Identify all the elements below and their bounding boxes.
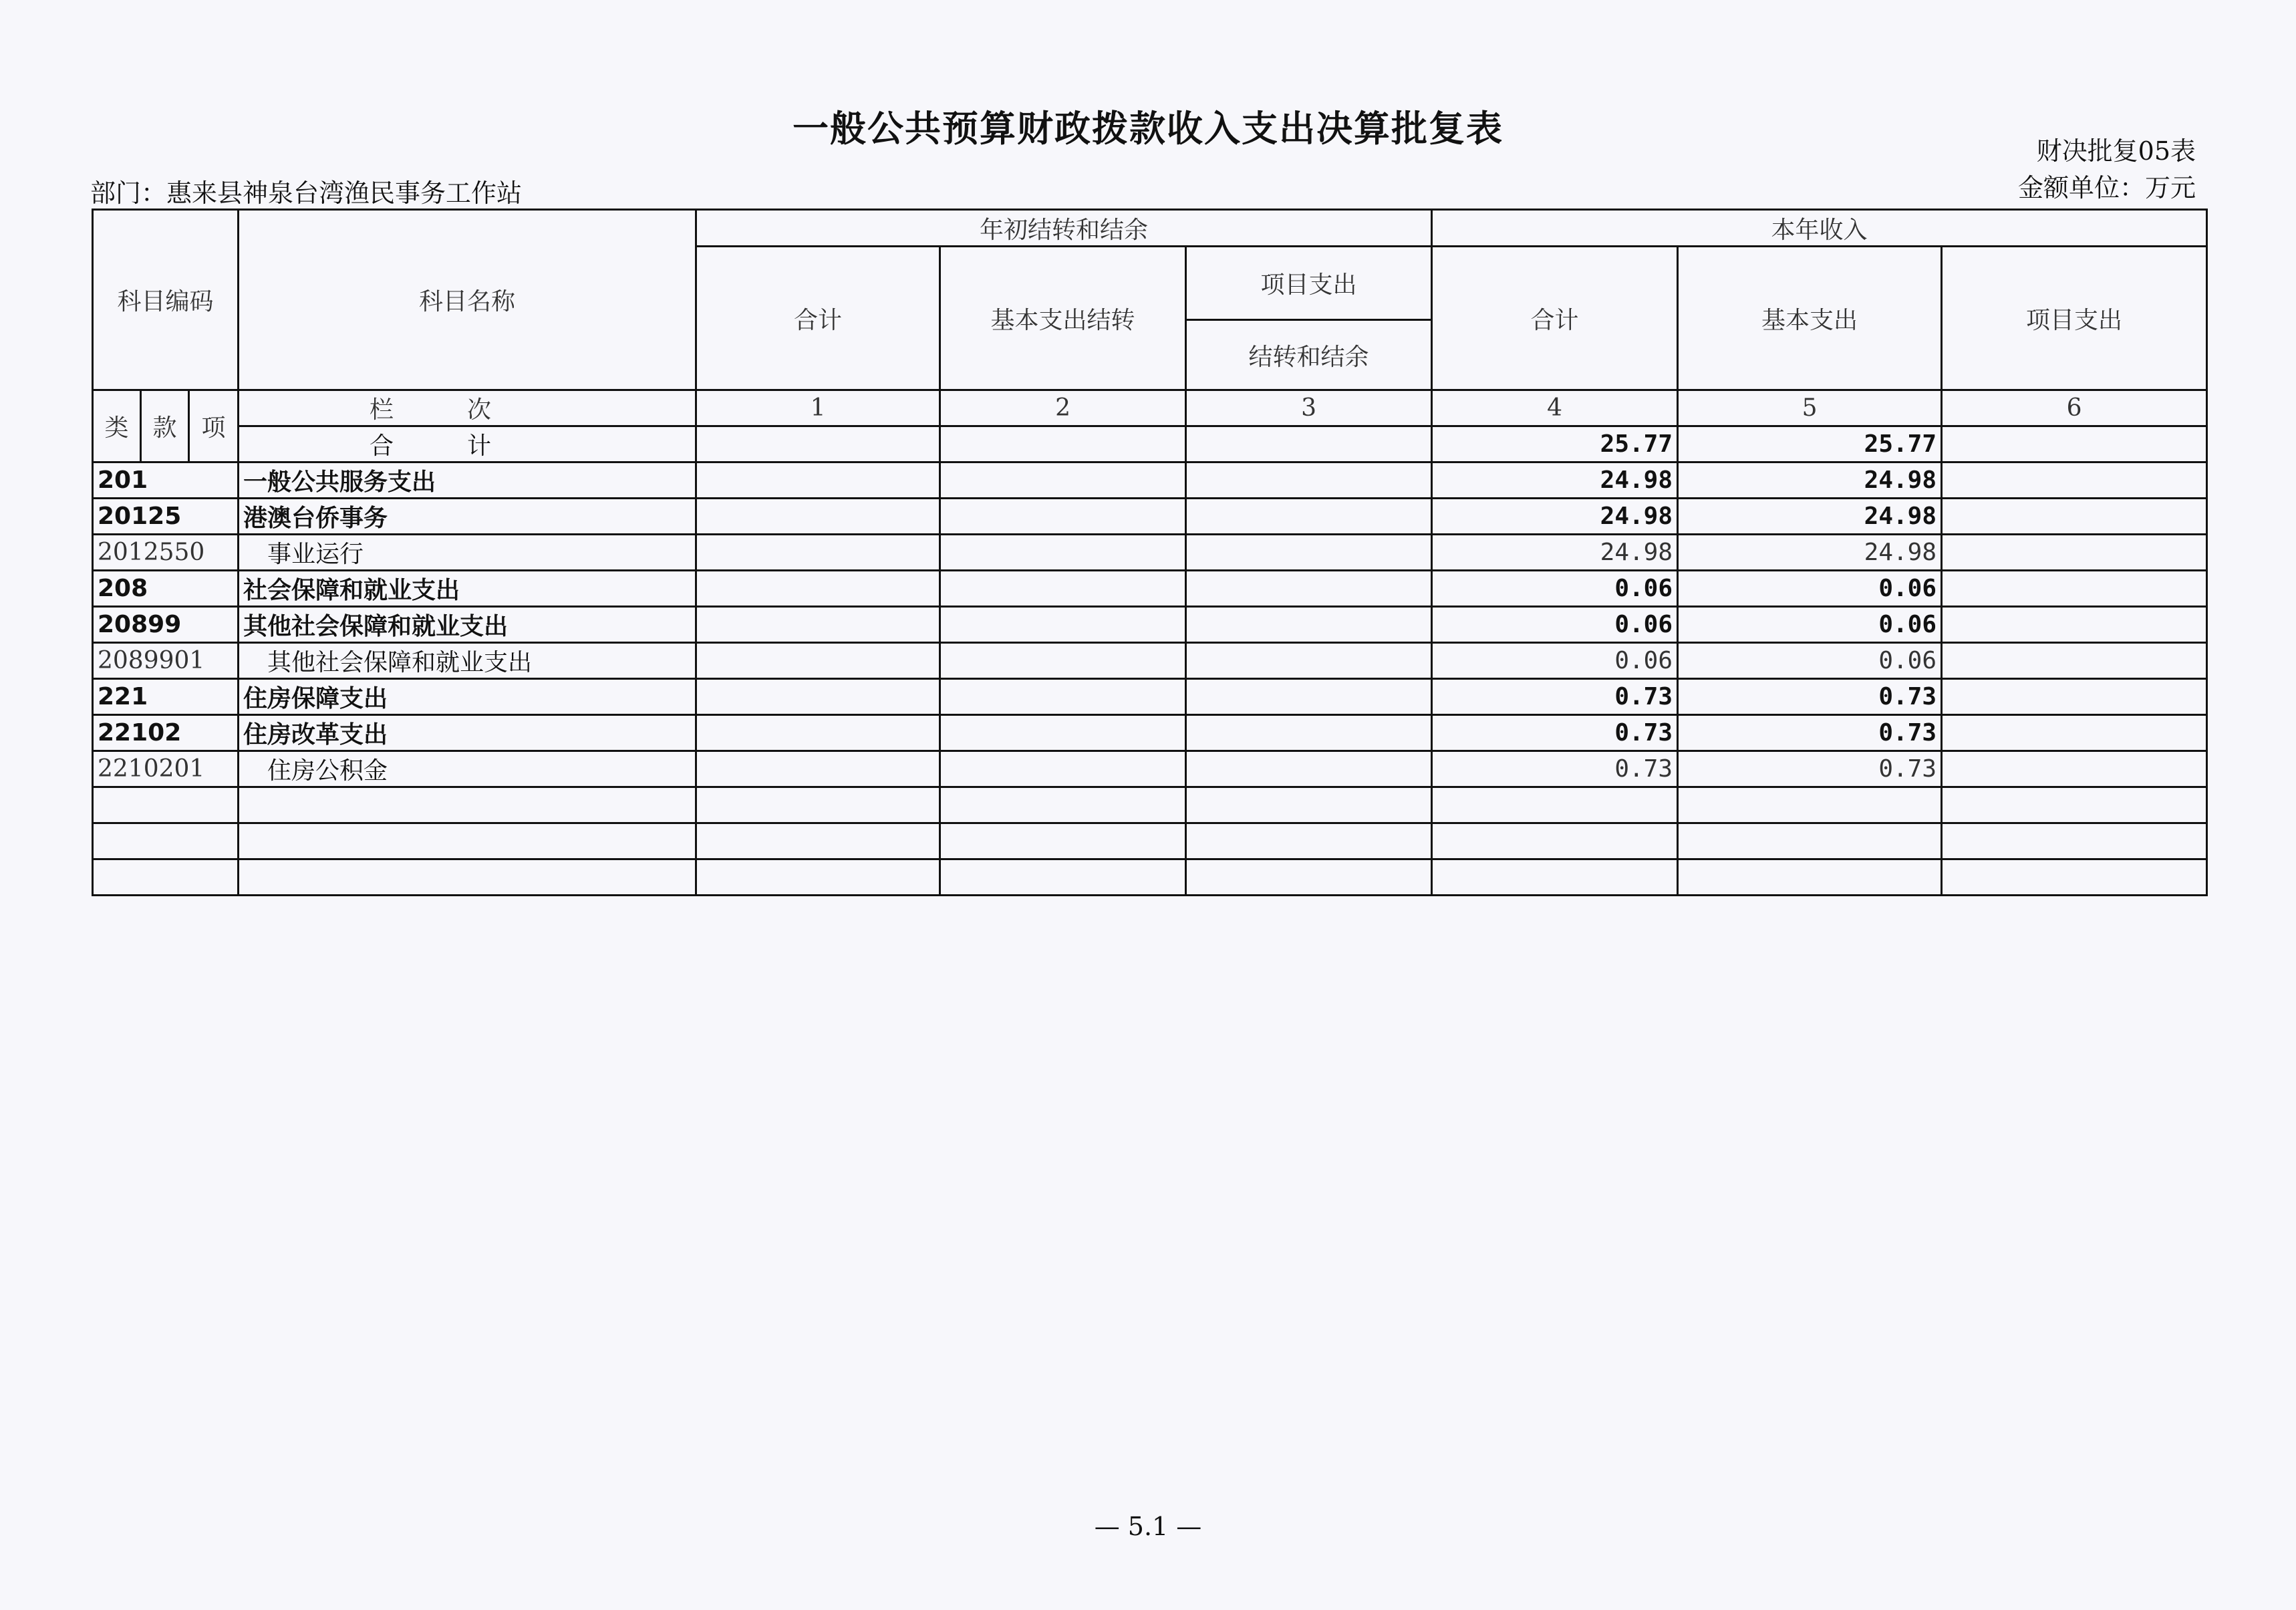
row-name: 其他社会保障和就业支出 [239, 643, 696, 679]
row-code: 20125 [93, 499, 239, 535]
header-proj: 项目支出 [1942, 247, 2207, 390]
row-code: 201 [93, 462, 239, 499]
empty-row [93, 787, 2207, 823]
header-basic: 基本支出 [1678, 247, 1942, 390]
row-col5: 0.73 [1678, 679, 1942, 715]
header-total-1: 合计 [696, 247, 940, 390]
row-col4: 0.73 [1432, 679, 1678, 715]
col-num-2: 2 [940, 390, 1186, 426]
table-row [93, 499, 2207, 535]
row-col4: 24.98 [1432, 499, 1678, 535]
row-col5: 0.73 [1678, 751, 1942, 787]
header-group-year: 本年收入 [1432, 210, 2207, 247]
header-kuan: 款 [141, 390, 189, 462]
table-row [93, 462, 2207, 499]
row-col4: 24.98 [1432, 535, 1678, 571]
header-group-start: 年初结转和结余 [696, 210, 1432, 247]
page-title: 一般公共预算财政拨款收入支出决算批复表 [793, 108, 1503, 150]
header-col-index: 栏次 [370, 396, 565, 424]
total-row [93, 426, 2207, 462]
empty-row [93, 823, 2207, 859]
col-num-6: 6 [1942, 390, 2207, 426]
header-code: 科目编码 [93, 210, 239, 390]
row-name: 住房改革支出 [239, 715, 696, 751]
row-col5: 24.98 [1678, 462, 1942, 499]
row-name: 港澳台侨事务 [239, 499, 696, 535]
row-code: 2012550 [93, 535, 239, 571]
form-number: 财决批复05表 [2036, 136, 2196, 166]
row-col5: 0.73 [1678, 715, 1942, 751]
header-xiang: 项 [189, 390, 239, 462]
row-code: 20899 [93, 607, 239, 643]
table-row [93, 715, 2207, 751]
page-number: — 5.1 — [1094, 1512, 1202, 1541]
row-name: 社会保障和就业支出 [239, 571, 696, 607]
row-col5: 24.98 [1678, 535, 1942, 571]
row-col5: 0.06 [1678, 643, 1942, 679]
total-label: 合计 [370, 432, 565, 460]
row-name: 事业运行 [239, 535, 696, 571]
table-row [93, 571, 2207, 607]
department-name: 惠来县神泉台湾渔民事务工作站 [166, 178, 523, 208]
total-col5: 25.77 [1678, 426, 1942, 462]
row-code: 22102 [93, 715, 239, 751]
header-basic-carry: 基本支出结转 [940, 247, 1186, 390]
header-proj-carry-line1: 项目支出 [1186, 247, 1432, 320]
header-name: 科目名称 [239, 210, 696, 390]
row-col4: 0.06 [1432, 643, 1678, 679]
row-col4: 0.73 [1432, 715, 1678, 751]
department [90, 172, 522, 209]
row-code: 2089901 [93, 643, 239, 679]
col-num-3: 3 [1186, 390, 1432, 426]
row-code: 2210201 [93, 751, 239, 787]
total-col4: 25.77 [1432, 426, 1678, 462]
table-row [93, 535, 2207, 571]
header-proj-carry-line2: 结转和结余 [1186, 320, 1432, 390]
row-col4: 0.73 [1432, 751, 1678, 787]
table-row [93, 607, 2207, 643]
amount-unit: 金额单位：万元 [2017, 173, 2196, 203]
row-col5: 0.06 [1678, 607, 1942, 643]
row-col5: 24.98 [1678, 499, 1942, 535]
row-name: 其他社会保障和就业支出 [239, 607, 696, 643]
header-total-2: 合计 [1432, 247, 1678, 390]
row-col4: 24.98 [1432, 462, 1678, 499]
row-code: 221 [93, 679, 239, 715]
row-name: 一般公共服务支出 [239, 462, 696, 499]
row-col4: 0.06 [1432, 571, 1678, 607]
row-name: 住房保障支出 [239, 679, 696, 715]
row-col5: 0.06 [1678, 571, 1942, 607]
col-num-4: 4 [1432, 390, 1678, 426]
header-lei: 类 [93, 390, 141, 462]
budget-table [92, 209, 2208, 896]
table-row [93, 679, 2207, 715]
row-col4: 0.06 [1432, 607, 1678, 643]
department-label: 部门： [90, 178, 167, 208]
row-name: 住房公积金 [239, 751, 696, 787]
col-num-5: 5 [1678, 390, 1942, 426]
row-code: 208 [93, 571, 239, 607]
col-num-1: 1 [696, 390, 940, 426]
empty-row [93, 859, 2207, 896]
table-row [93, 643, 2207, 679]
table-row [93, 751, 2207, 787]
